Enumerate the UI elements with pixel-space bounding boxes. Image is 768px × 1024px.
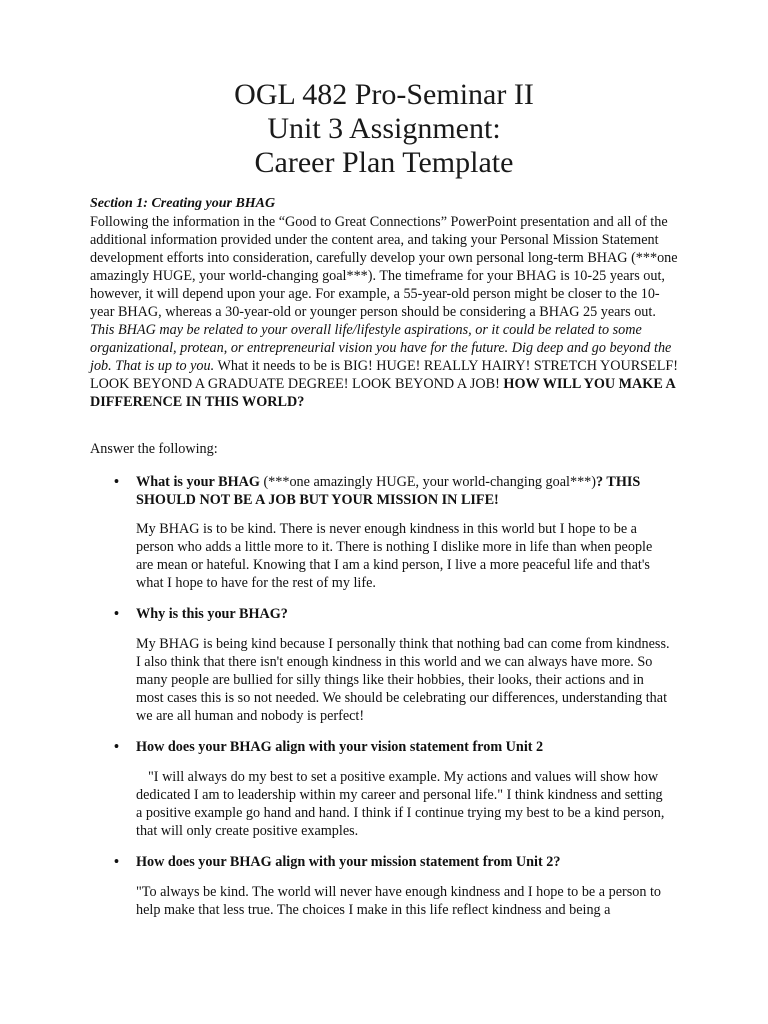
question-bold-start: What is your BHAG <box>136 474 260 490</box>
intro-text: Following the information in the “Good to Great Connections” PowerPoint presentation and all of the additional information provided under the content area, and taking your Personal Mission Statement development efforts into consideration, carefully develop your own personal long-term BHAG (***one amazingly HUGE, your world-changing goal***). The timeframe for your BHAG is 10-25 years out, however, it will depend upon your age. For example, a 55-year-old person might be closer to the 10-year BHAG, whereas a 30-year-old or younger person should be considering a BHAG 25 years out. <box>90 214 678 320</box>
document-title <box>0 78 768 180</box>
title-course: OGL 482 Pro-Seminar II <box>234 78 534 111</box>
section-heading: Section 1: Creating your BHAG <box>90 196 276 211</box>
intro-paragraph <box>90 213 680 411</box>
question-text <box>136 473 674 509</box>
question-3 <box>114 738 674 756</box>
question-bold-end: ? THIS SHOULD NOT BE A JOB BUT YOUR MISSION IN LIFE! <box>136 474 641 508</box>
bullet-icon: • <box>114 474 119 490</box>
bullet-icon: • <box>114 854 119 870</box>
answer-2: My BHAG is being kind because I personally think that nothing bad can come from kindness. I also think that there isn't enough kindness in this world and we can always have more. So many people are bullied for silly things like their hobbies, their looks, their actions and in most cases this is so not needed. We should be celebrating our differences, understanding that we are all human and nobody is perfect! <box>136 636 670 724</box>
answer-lead: Answer the following: <box>90 441 218 457</box>
question-2 <box>114 605 674 623</box>
question-1 <box>114 473 674 509</box>
question-text: Why is this your BHAG? <box>136 606 288 622</box>
question-text: How does your BHAG align with your vision statement from Unit 2 <box>136 739 544 755</box>
intro-italic-text: This BHAG may be related to your overall life/lifestyle aspirations, or it could be related to some organizational, protean, or entrepreneurial vision you have for the future. Dig deep and go beyond the job. That is up to you. <box>90 322 672 374</box>
title-unit: Unit 3 Assignment: <box>267 112 501 145</box>
title-template: Career Plan Template <box>254 146 514 179</box>
intro-text-caps: What it needs to be is BIG! HUGE! REALLY HAIRY! STRETCH YOURSELF! LOOK BEYOND A GRADUATE DEGREE! LOOK BEYOND A JOB! <box>90 358 678 392</box>
question-normal: (***one amazingly HUGE, your world-changing goal***) <box>263 474 596 490</box>
question-4 <box>114 853 674 871</box>
answer-4: "To always be kind. The world will never have enough kindness and I hope to be a person to help make that less true. The choices I make in this life reflect kindness and being a <box>136 884 662 918</box>
bullet-icon: • <box>114 739 119 755</box>
answer-1: My BHAG is to be kind. There is never enough kindness in this world but I hope to be a person who adds a little more to it. There is nothing I dislike more in life than when people are mean or hateful. Knowing that I am a kind person, I live a more peaceful life and that's what I hope to have for the rest of my life. <box>136 521 653 591</box>
answer-3: "I will always do my best to set a positive example. My actions and values will show how dedicated I am to leadership within my career and personal life." I think kindness and setting a positive example go hand and hand. I think if I continue trying my best to be a kind person, that will only create positive examples. <box>136 769 665 839</box>
question-text: How does your BHAG align with your mission statement from Unit 2? <box>136 854 561 870</box>
intro-bold-text: HOW WILL YOU MAKE A DIFFERENCE IN THIS WORLD? <box>90 376 676 410</box>
bullet-icon: • <box>114 606 119 622</box>
